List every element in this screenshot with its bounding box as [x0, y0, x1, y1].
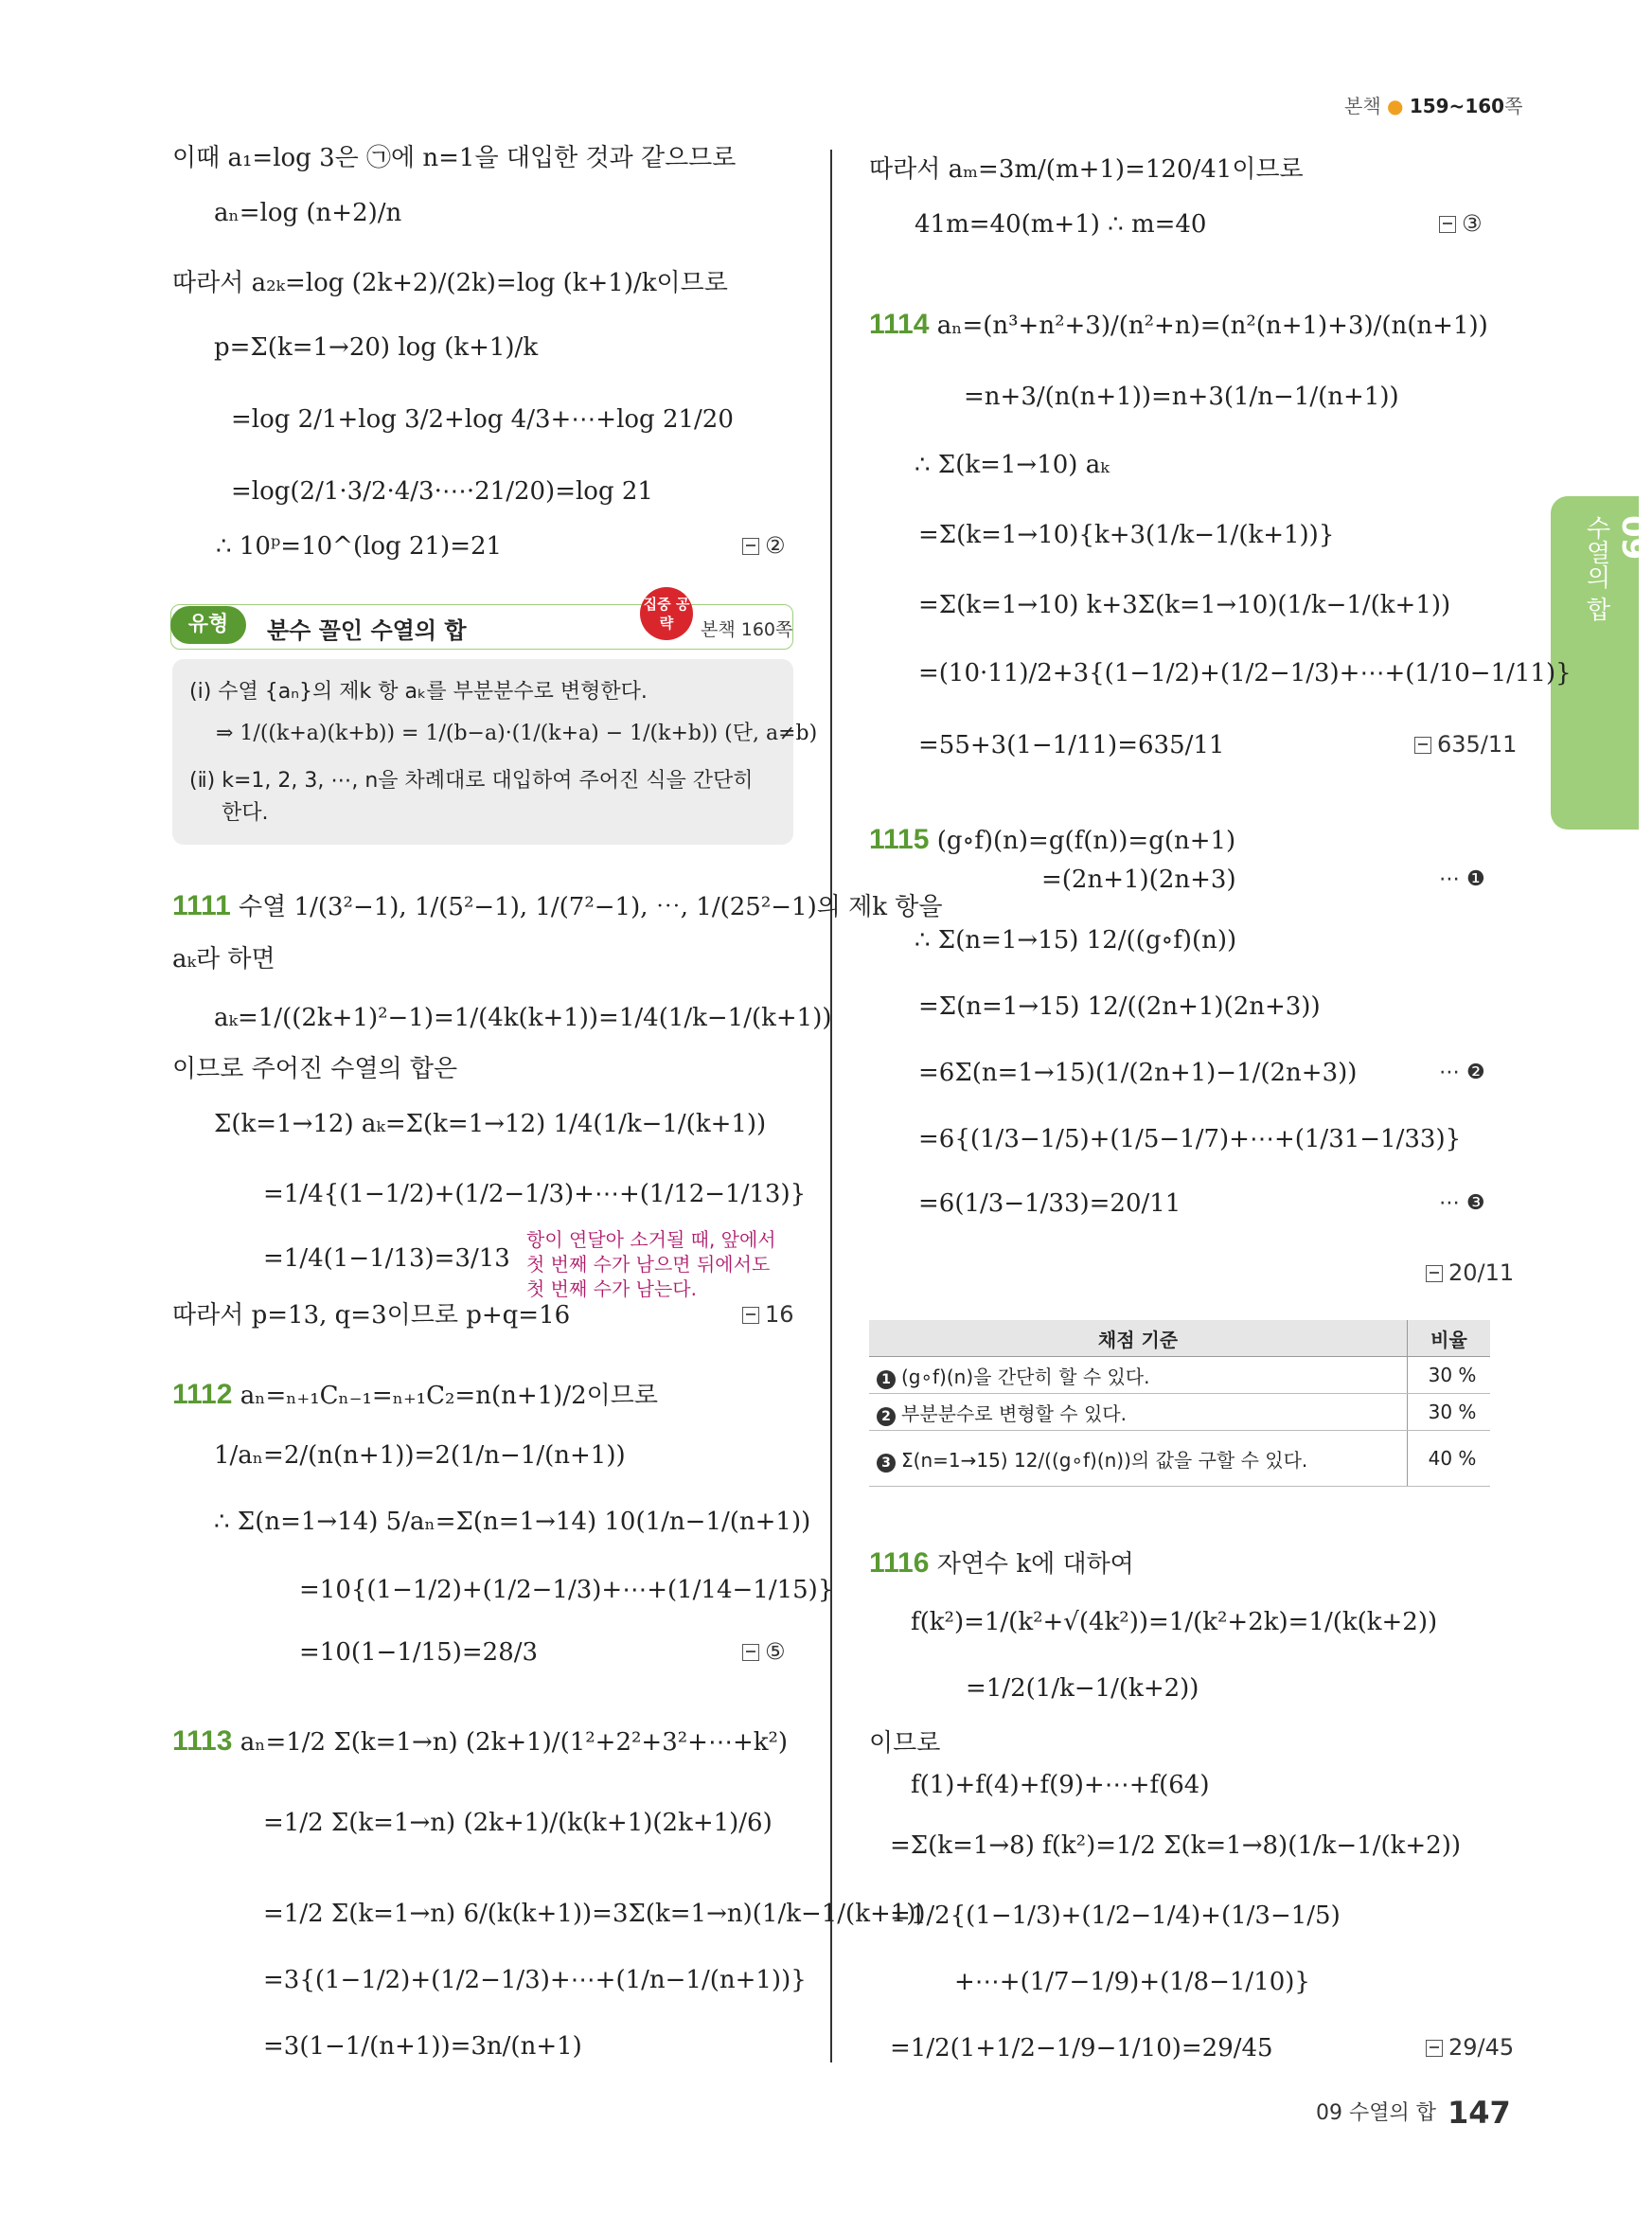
p1111-line-2: aₖ라 하면 [172, 945, 275, 973]
problem-number: 1115 [869, 824, 930, 855]
answer-box-icon [1439, 216, 1456, 233]
p1111-line-5: Σ(k=1→12) aₖ=Σ(k=1→12) 1/4(1/k−1/(k+1)) [214, 1110, 767, 1138]
p1116-line-7: +⋯+(1/7−1/9)+(1/8−1/10)} [954, 1968, 1310, 1996]
answer-box-icon [1426, 1265, 1443, 1282]
type-ref: 본책 160쪽 [701, 619, 793, 640]
right-line-1: 따라서 aₘ=3m/(m+1)=120/41이므로 [869, 155, 1304, 184]
p1111-line-7: =1/4(1−1/13)=3/13 [263, 1244, 510, 1273]
p1114-line-5: =Σ(k=1→10) k+3Σ(k=1→10)(1/k−1/(k+1)) [918, 591, 1451, 619]
p1113-line-3: =1/2 Σ(k=1→n) 6/(k(k+1))=3Σ(k=1→n)(1/k−1/(k+1)) [263, 1900, 926, 1928]
p1115-line-3: ∴ Σ(n=1→15) 12/((g∘f)(n)) [915, 926, 1237, 955]
p1114-line-2: =n+3/(n(n+1))=n+3(1/n−1/(n+1)) [964, 383, 1399, 411]
tip-2b: 한다. [222, 801, 269, 825]
tip-note: 항이 연달아 소거될 때, 앞에서 첫 번째 수가 남으면 뒤에서도 첫 번째 수가 남는다. [526, 1228, 776, 1300]
p1115-line-4: =Σ(n=1→15) 12/((2n+1)(2n+3)) [918, 992, 1321, 1021]
p1113-line-4: =3{(1−1/2)+(1/2−1/3)+⋯+(1/n−1/(n+1))} [263, 1966, 807, 1994]
step-mark-1: ⋯ ❶ [1439, 867, 1485, 891]
p1111-line-4: 이므로 주어진 수열의 합은 [172, 1055, 458, 1083]
page-header [1344, 91, 1522, 118]
problem-number: 1116 [869, 1547, 930, 1579]
header-dot-icon: ● [1387, 95, 1404, 117]
header-book: 본책 [1344, 95, 1381, 117]
focus-badge: 집중 공략 [640, 587, 693, 640]
left-line-5: =log 2/1+log 3/2+log 4/3+⋯+log 21/20 [231, 405, 734, 434]
problem-1115: 1115 (g∘f)(n)=g(f(n))=g(n+1) [869, 824, 1236, 855]
p1112-line-2: 1/aₙ=2/(n(n+1))=2(1/n−1/(n+1)) [214, 1441, 626, 1470]
p1114-line-7: =55+3(1−1/11)=635/11 [918, 731, 1225, 759]
grading-table [869, 1320, 1490, 1487]
side-tab-title: 수열의 합 [1582, 515, 1610, 622]
p1111-line-8: 따라서 p=13, q=3이므로 p+q=16 [172, 1301, 571, 1330]
p1114-line-6: =(10·11)/2+3{(1−1/2)+(1/2−1/3)+⋯+(1/10−1/11)} [918, 659, 1572, 687]
problem-1113: 1113 aₙ=1/2 Σ(k=1→n) (2k+1)/(1²+2²+3²+⋯+k²) [172, 1725, 789, 1757]
grading-head-criteria: 채점 기준 [869, 1320, 1408, 1357]
p1112-line-3: ∴ Σ(n=1→14) 5/aₙ=Σ(n=1→14) 10(1/n−1/(n+1)) [214, 1508, 811, 1536]
step-circle-icon: 3 [877, 1454, 896, 1473]
answer-1115: 20/11 [1426, 1259, 1514, 1286]
problem-1112: 1112 aₙ=ₙ₊₁Cₙ₋₁=ₙ₊₁C₂=n(n+1)/2이므로 [172, 1379, 658, 1410]
problem-number: 1114 [869, 309, 930, 340]
page-number: 147 [1448, 2095, 1511, 2131]
left-line-6: =log(2/1·3/2·4/3·⋯·21/20)=log 21 [231, 477, 653, 506]
p1113-line-2: =1/2 Σ(k=1→n) (2k+1)/(k(k+1)(2k+1)/6) [263, 1809, 773, 1837]
left-line-1: 이때 a₁=log 3은 ㉠에 n=1을 대입한 것과 같으므로 [172, 144, 737, 172]
p1114-line-4: =Σ(k=1→10){k+3(1/k−1/(k+1))} [918, 521, 1335, 549]
answer-box-icon [742, 1644, 759, 1661]
answer-1112: ⑤ [742, 1638, 786, 1665]
step-circle-icon: 1 [877, 1370, 896, 1389]
answer-prev: ② [742, 532, 786, 559]
side-tab-number: 09 [1614, 515, 1652, 561]
problem-number: 1113 [172, 1725, 233, 1757]
p1112-line-5: =10(1−1/15)=28/3 [299, 1638, 539, 1667]
p1116-line-2: =1/2(1/k−1/(k+2)) [966, 1674, 1199, 1703]
header-suffix: 쪽 [1504, 95, 1523, 117]
problem-1111: 1111 수열 1/(3²−1), 1/(5²−1), 1/(7²−1), ⋯, 1/(25²−1)의 제k 항을 [172, 890, 943, 921]
p1111-line-3: aₖ=1/((2k+1)²−1)=1/(4k(k+1))=1/4(1/k−1/(k+1)) [214, 1004, 832, 1032]
problem-1114: 1114 aₙ=(n³+n²+3)/(n²+n)=(n²(n+1)+3)/(n(n+1)) [869, 309, 1488, 340]
table-row: 3 Σ(n=1→15) 12/((g∘f)(n))의 값을 구할 수 있다. 40 % [869, 1431, 1490, 1487]
tip-1: (ⅰ) 수열 {aₙ}의 제k 항 aₖ를 부분분수로 변형한다. [189, 680, 648, 704]
p1115-line-6: =6{(1/3−1/5)+(1/5−1/7)+⋯+(1/31−1/33)} [918, 1125, 1462, 1153]
right-line-2: 41m=40(m+1) ∴ m=40 [915, 210, 1207, 239]
answer-box-icon [1414, 737, 1431, 754]
grading-head-ratio: 비율 [1408, 1320, 1491, 1357]
answer-1111: 16 [742, 1301, 794, 1328]
problem-1116: 1116 자연수 k에 대하여 [869, 1547, 1134, 1579]
table-row: 2 부분분수로 변형할 수 있다. 30 % [869, 1394, 1490, 1431]
answer-box-icon [742, 1307, 759, 1324]
page-footer [1316, 2095, 1511, 2131]
step-circle-icon: 2 [877, 1407, 896, 1426]
problem-number: 1112 [172, 1379, 233, 1410]
p1116-line-8: =1/2(1+1/2−1/9−1/10)=29/45 [890, 2034, 1273, 2062]
type-title: 분수 꼴인 수열의 합 [267, 617, 467, 644]
p1116-line-1: f(k²)=1/(k²+√(4k²))=1/(k²+2k)=1/(k(k+2)) [911, 1608, 1438, 1636]
left-line-2: aₙ=log (n+2)/n [214, 199, 402, 227]
answer-box-icon [1426, 2040, 1443, 2057]
header-pages: 159~160 [1409, 95, 1505, 117]
column-divider [830, 150, 832, 2062]
tip-1-formula: ⇒ 1/((k+a)(k+b)) = 1/(b−a)·(1/(k+a) − 1/(k+b)) (단, a≠b) [216, 722, 818, 745]
p1112-line-4: =10{(1−1/2)+(1/2−1/3)+⋯+(1/14−1/15)} [299, 1576, 834, 1604]
p1116-line-6: =1/2{(1−1/3)+(1/2−1/4)+(1/3−1/5) [890, 1902, 1341, 1930]
answer-1116: 29/45 [1426, 2034, 1514, 2061]
step-mark-2: ⋯ ❷ [1439, 1061, 1485, 1084]
p1116-line-3: 이므로 [869, 1729, 941, 1758]
problem-number: 1111 [172, 890, 231, 921]
p1115-line-2: =(2n+1)(2n+3) [1041, 866, 1236, 894]
table-row: 1 (g∘f)(n)을 간단히 할 수 있다. 30 % [869, 1357, 1490, 1394]
p1115-line-5: =6Σ(n=1→15)(1/(2n+1)−1/(2n+3)) [918, 1059, 1358, 1087]
tip-2: (ⅱ) k=1, 2, 3, ⋯, n을 차례대로 대입하여 주어진 식을 간단히 [189, 769, 754, 793]
p1116-line-4: f(1)+f(4)+f(9)+⋯+f(64) [911, 1771, 1210, 1799]
p1115-line-7: =6(1/3−1/33)=20/11 [918, 1189, 1181, 1218]
p1113-line-5: =3(1−1/(n+1))=3n/(n+1) [263, 2032, 582, 2061]
answer-1113: ③ [1439, 210, 1483, 237]
answer-1114: 635/11 [1414, 731, 1517, 758]
footer-chapter: 09 수열의 합 [1316, 2101, 1436, 2125]
left-line-7: ∴ 10ᵖ=10^(log 21)=21 [216, 532, 503, 561]
step-mark-3: ⋯ ❸ [1439, 1191, 1485, 1215]
p1111-line-6: =1/4{(1−1/2)+(1/2−1/3)+⋯+(1/12−1/13)} [263, 1180, 807, 1208]
type-label: 유형 [170, 606, 246, 644]
p1116-line-5: =Σ(k=1→8) f(k²)=1/2 Σ(k=1→8)(1/k−1/(k+2)) [890, 1831, 1461, 1860]
p1114-line-3: ∴ Σ(k=1→10) aₖ [915, 451, 1110, 479]
left-line-3: 따라서 a₂ₖ=log (2k+2)/(2k)=log (k+1)/k이므로 [172, 269, 728, 297]
left-line-4: p=Σ(k=1→20) log (k+1)/k [214, 333, 539, 362]
answer-box-icon [742, 538, 759, 555]
